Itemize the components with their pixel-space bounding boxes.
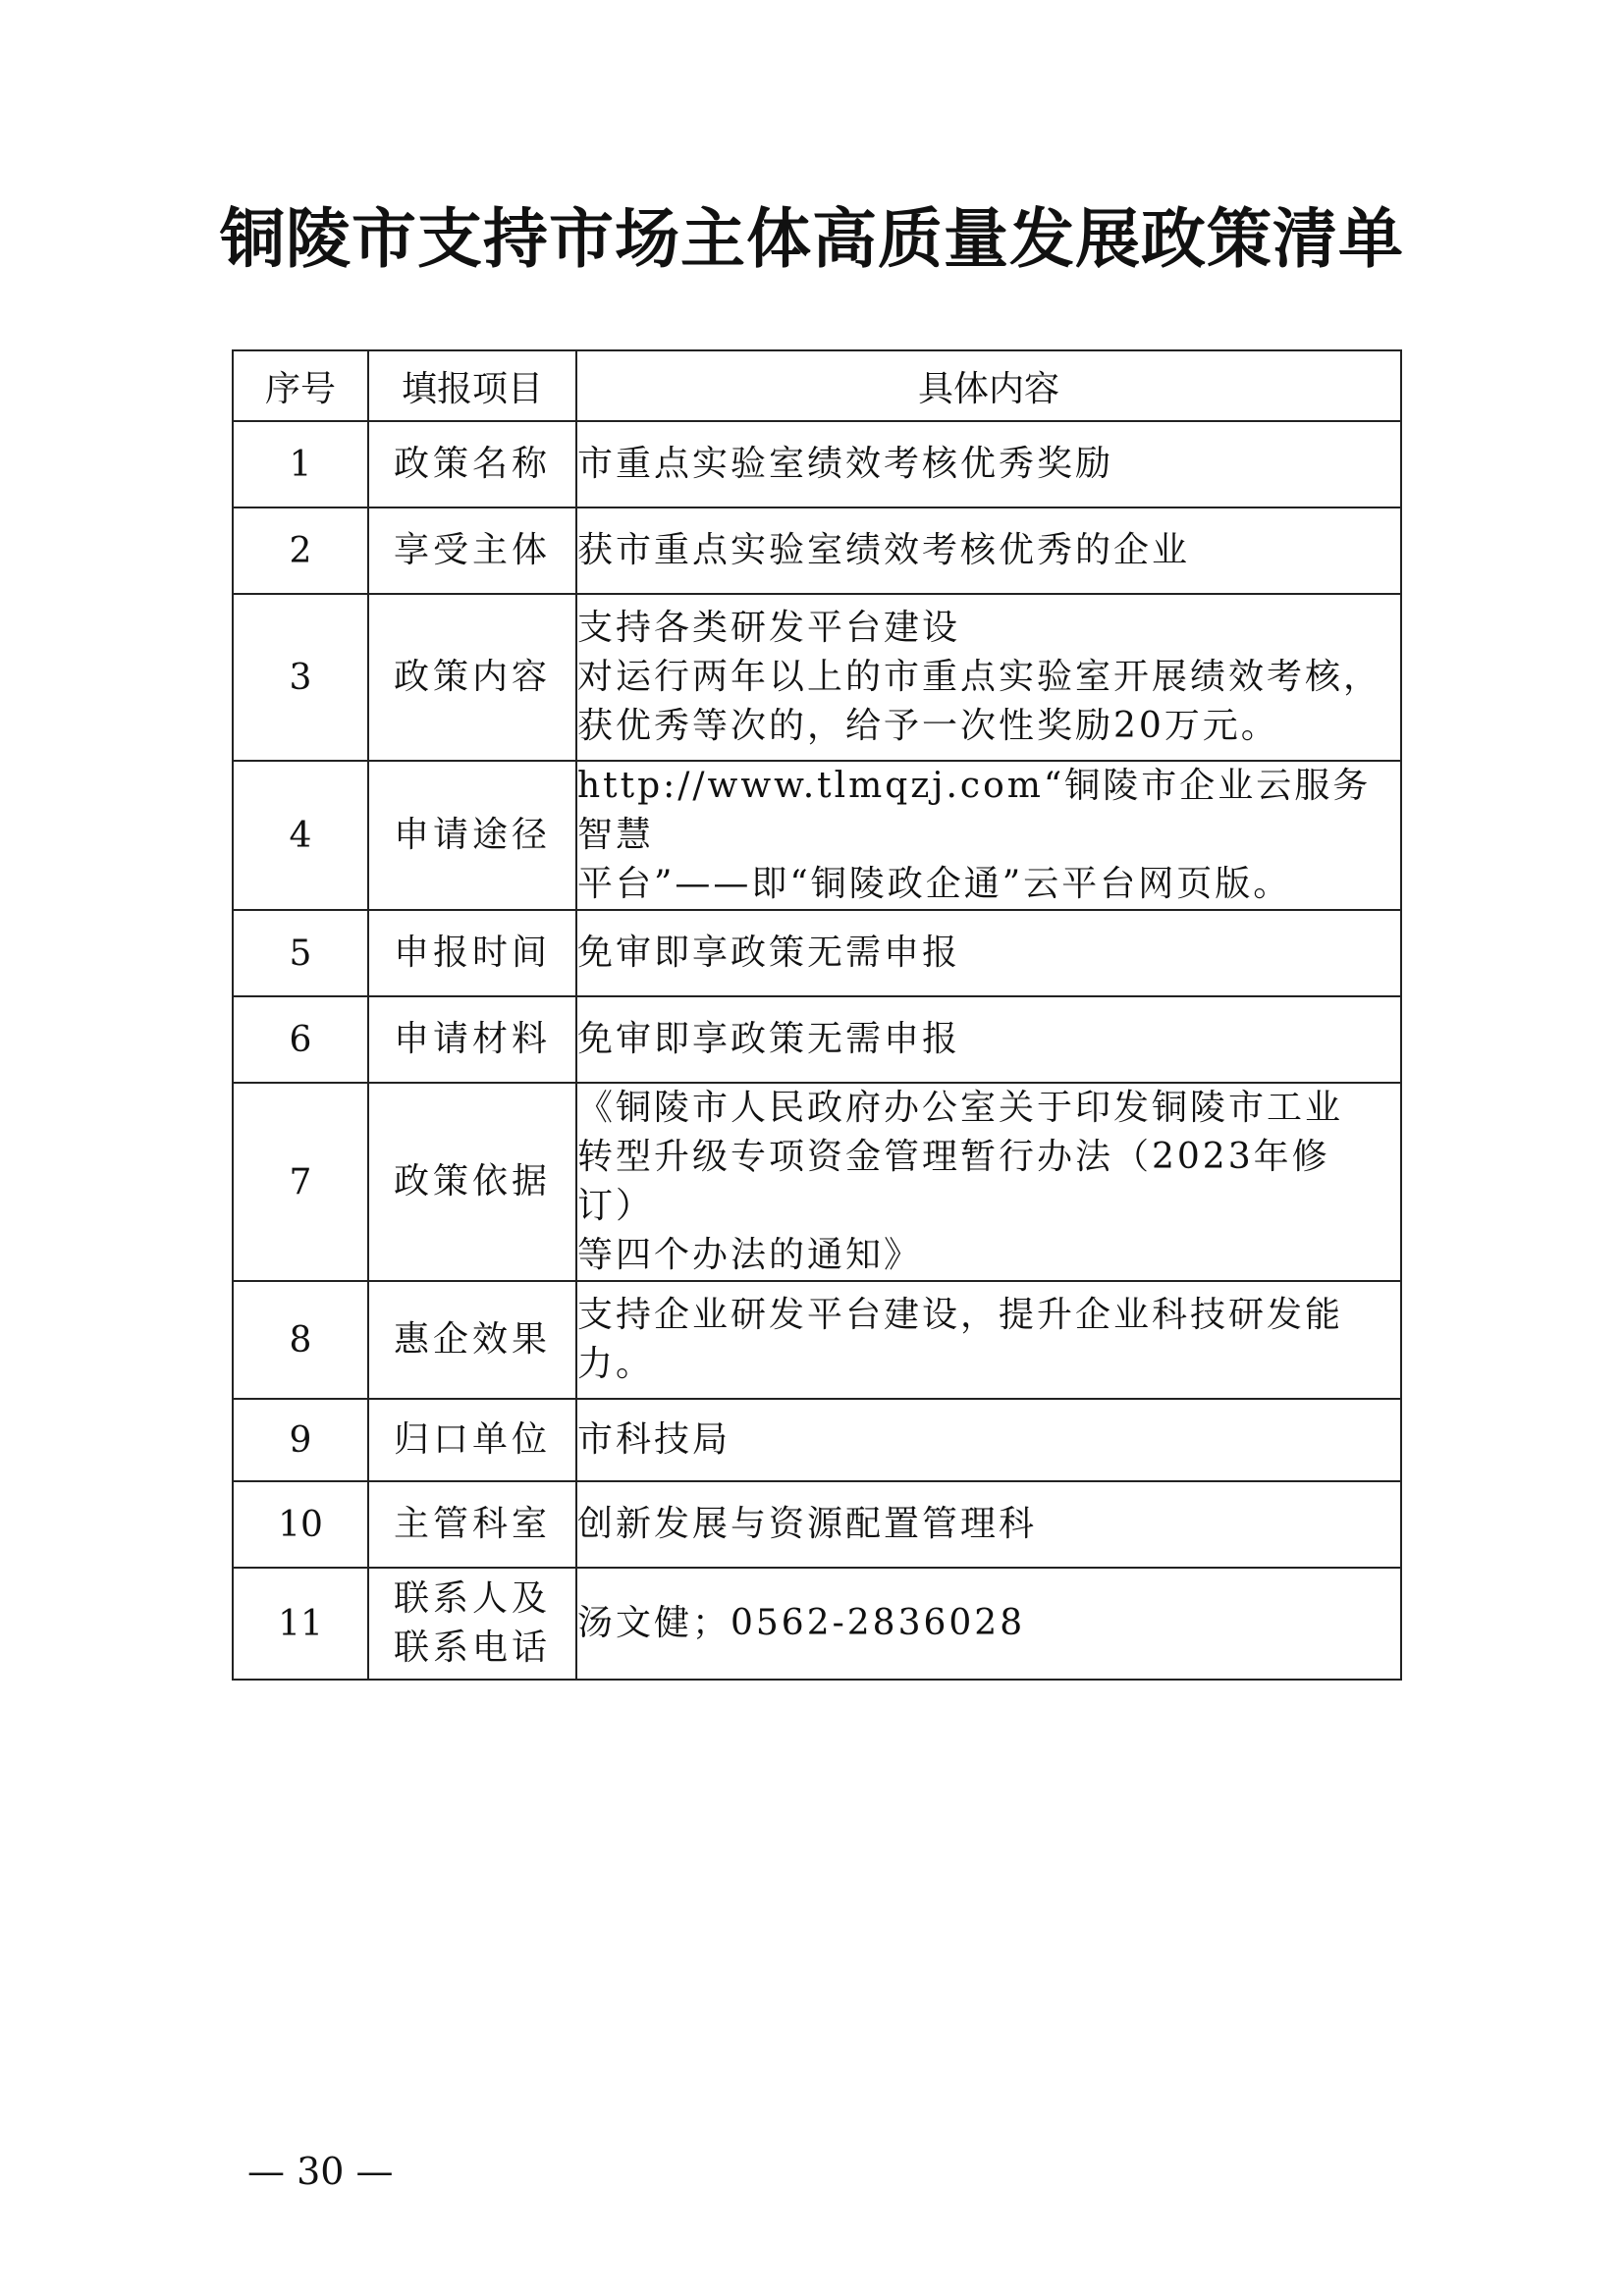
row-item bbox=[368, 1281, 576, 1399]
table-row bbox=[233, 1399, 1401, 1481]
row-content: 市重点实验室绩效考核优秀奖励 bbox=[576, 421, 1401, 507]
policy-table bbox=[232, 349, 1402, 1681]
row-item-label: 申请途径 bbox=[393, 815, 551, 855]
row-number: 3 bbox=[233, 594, 368, 761]
row-content: 汤文健；0562-2836028 bbox=[576, 1568, 1401, 1680]
row-content: 创新发展与资源配置管理科 bbox=[576, 1481, 1401, 1568]
row-item-label: 联系人及 联系电话 bbox=[393, 1578, 551, 1668]
header-item: 填报项目 bbox=[368, 350, 576, 421]
row-content: 《铜陵市人民政府办公室关于印发铜陵市工业 转型升级专项资金管理暂行办法（2023年修订） 等四个办法的通知》 bbox=[576, 1083, 1401, 1281]
row-number: 10 bbox=[233, 1481, 368, 1568]
row-number: 6 bbox=[233, 996, 368, 1083]
row-content: 市科技局 bbox=[576, 1399, 1401, 1481]
row-item-label: 申请材料 bbox=[393, 1019, 551, 1059]
row-number: 11 bbox=[233, 1568, 368, 1680]
row-number: 5 bbox=[233, 910, 368, 996]
row-item-label: 政策名称 bbox=[393, 444, 551, 484]
row-content: http://www.tlmqzj.com“铜陵市企业云服务智慧 平台”——即“铜陵政企通”云平台网页版。 bbox=[576, 761, 1401, 910]
header-content: 具体内容 bbox=[576, 350, 1401, 421]
row-item bbox=[368, 1083, 576, 1281]
table-row bbox=[233, 421, 1401, 507]
header-no: 序号 bbox=[233, 350, 368, 421]
page-title: 铜陵市支持市场主体高质量发展政策清单 bbox=[220, 200, 1404, 277]
row-content: 支持企业研发平台建设，提升企业科技研发能 力。 bbox=[576, 1281, 1401, 1399]
row-item bbox=[368, 1481, 576, 1568]
row-item-label: 申报时间 bbox=[393, 933, 551, 973]
row-item bbox=[368, 1568, 576, 1680]
row-item-label: 政策依据 bbox=[393, 1161, 551, 1201]
row-number: 7 bbox=[233, 1083, 368, 1281]
row-item bbox=[368, 761, 576, 910]
table-row bbox=[233, 1083, 1401, 1281]
table-row bbox=[233, 761, 1401, 910]
row-content: 支持各类研发平台建设 对运行两年以上的市重点实验室开展绩效考核， 获优秀等次的，给予一次性奖励20万元。 bbox=[576, 594, 1401, 761]
row-number: 2 bbox=[233, 507, 368, 594]
row-item-label: 归口单位 bbox=[393, 1419, 551, 1460]
row-number: 8 bbox=[233, 1281, 368, 1399]
table-row bbox=[233, 1568, 1401, 1680]
row-content: 免审即享政策无需申报 bbox=[576, 996, 1401, 1083]
table-row bbox=[233, 1281, 1401, 1399]
table-row bbox=[233, 996, 1401, 1083]
table-row bbox=[233, 910, 1401, 996]
row-item bbox=[368, 421, 576, 507]
row-item-label: 主管科室 bbox=[393, 1504, 551, 1544]
table-row bbox=[233, 594, 1401, 761]
row-number: 4 bbox=[233, 761, 368, 910]
table-row bbox=[233, 1481, 1401, 1568]
row-item bbox=[368, 1399, 576, 1481]
table-row bbox=[233, 507, 1401, 594]
row-item-label: 惠企效果 bbox=[393, 1319, 551, 1360]
row-item bbox=[368, 996, 576, 1083]
row-item-label: 享受主体 bbox=[393, 530, 551, 570]
row-number: 1 bbox=[233, 421, 368, 507]
row-item-label: 政策内容 bbox=[393, 657, 551, 697]
row-item bbox=[368, 910, 576, 996]
row-content: 获市重点实验室绩效考核优秀的企业 bbox=[576, 507, 1401, 594]
row-content: 免审即享政策无需申报 bbox=[576, 910, 1401, 996]
row-item bbox=[368, 594, 576, 761]
row-number: 9 bbox=[233, 1399, 368, 1481]
table-header-row bbox=[233, 350, 1401, 421]
row-item bbox=[368, 507, 576, 594]
page-number: — 30 — bbox=[247, 2150, 394, 2193]
